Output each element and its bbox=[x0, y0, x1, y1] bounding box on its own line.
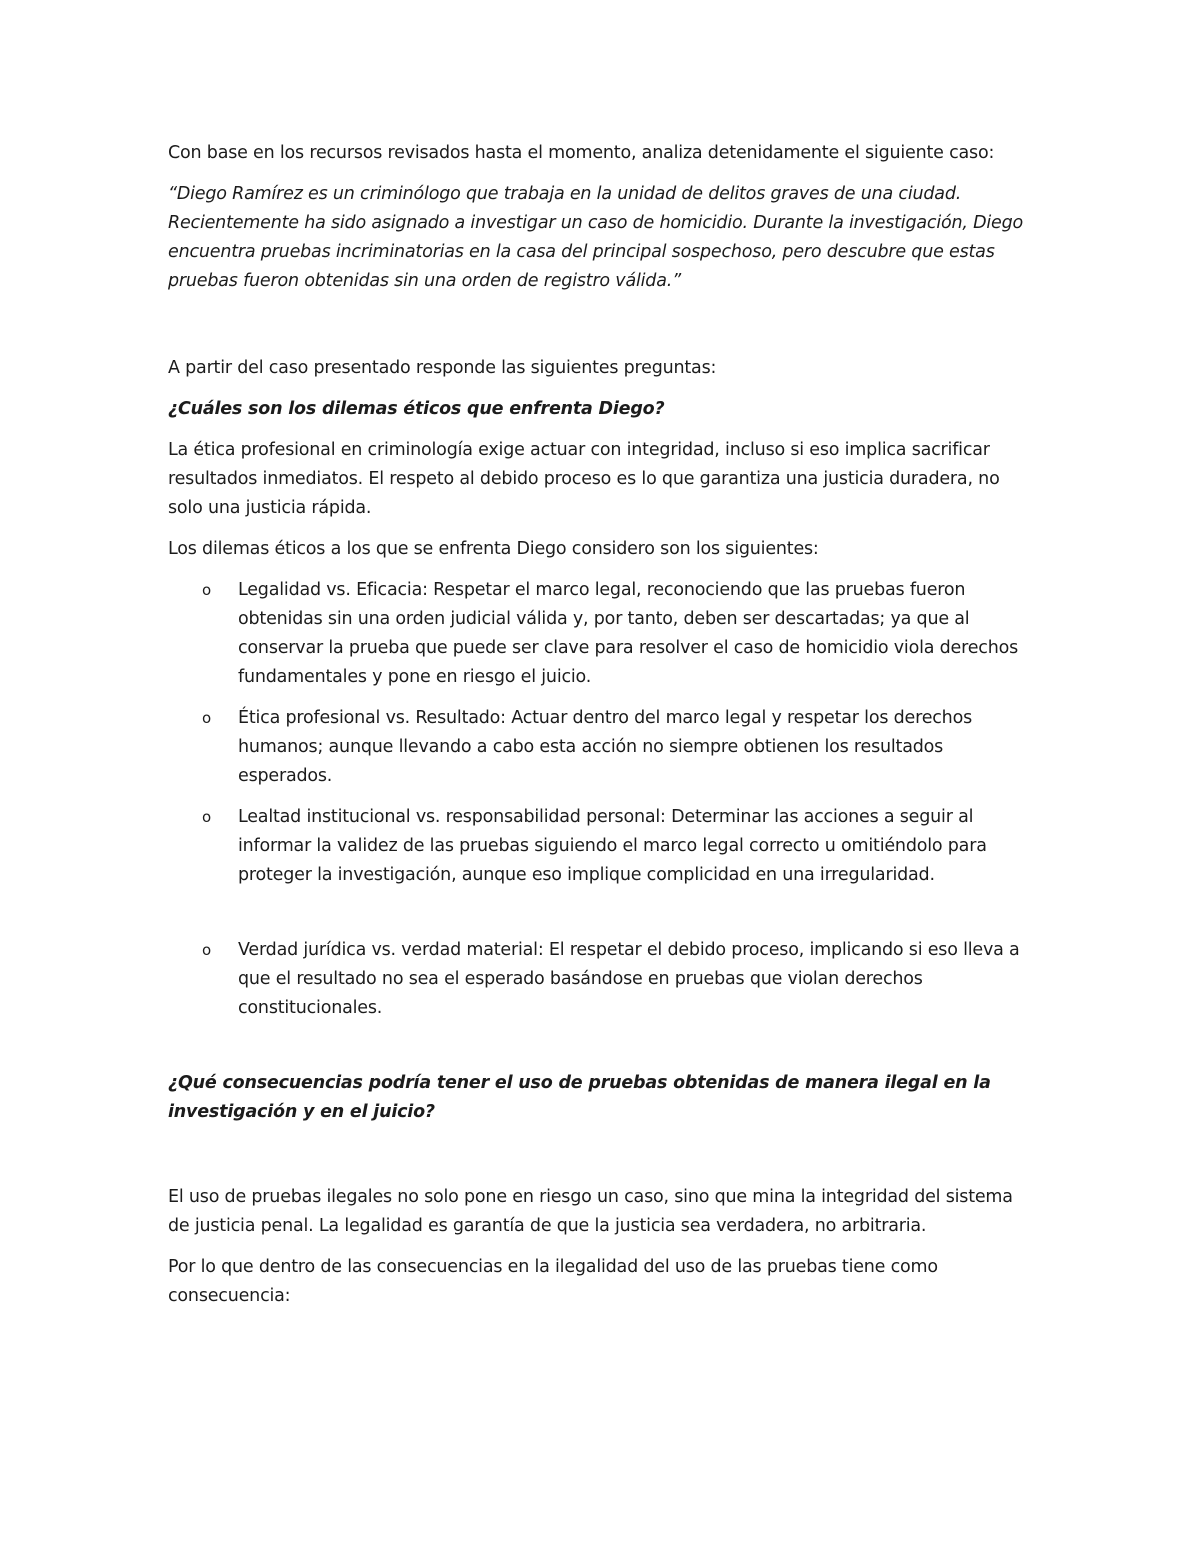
question-ethical-dilemmas: ¿Cuáles son los dilemas éticos que enfrenta Diego? bbox=[168, 399, 665, 419]
question-illegal-evidence-consequences: ¿Qué consecuencias podría tener el uso de pruebas obtenidas de manera ilegal en la investigación y en el juicio? bbox=[168, 1073, 991, 1122]
list-item bbox=[168, 936, 1036, 1023]
dilemma-text: Lealtad institucional vs. responsabilidad personal: Determinar las acciones a seguir al informar la validez de las pruebas siguiendo el marco legal correcto u omitiéndolo para proteger la investigación, aunque eso implique complicidad en una irregularidad. bbox=[238, 807, 987, 885]
bullet-marker: o bbox=[202, 709, 211, 727]
list-item bbox=[168, 576, 1036, 692]
dilemmas-intro: Los dilemas éticos a los que se enfrenta Diego considero son los siguientes: bbox=[168, 539, 819, 559]
list-item bbox=[168, 803, 1036, 890]
case-quote: “Diego Ramírez es un criminólogo que trabaja en la unidad de delitos graves de una ciudad. Recientemente ha sido asignado a investigar un caso de homicidio. Durante la investigación, Diego encuentra pruebas incriminatorias en la casa del principal sospechoso, pero descubre que estas pruebas fueron obtenidas sin una orden de registro válida.” bbox=[168, 184, 1024, 291]
intro-paragraph: Con base en los recursos revisados hasta el momento, analiza detenidamente el siguiente caso: bbox=[168, 143, 995, 163]
dilemma-text: Legalidad vs. Eficacia: Respetar el marco legal, reconociendo que las pruebas fueron obtenidas sin una orden judicial válida y, por tanto, deben ser descartadas; ya que al conservar la prueba que puede ser clave para resolver el caso de homicidio viola derechos fundamentales y pone en riesgo el juicio. bbox=[238, 580, 1019, 687]
consequences-intro: Por lo que dentro de las consecuencias en la ilegalidad del uso de las pruebas tiene como consecuencia: bbox=[168, 1257, 938, 1306]
answer2-paragraph: El uso de pruebas ilegales no solo pone en riesgo un caso, sino que mina la integridad del sistema de justicia penal. La legalidad es garantía de que la justicia sea verdadera, no arbitraria. bbox=[168, 1187, 1013, 1236]
dilemmas-list bbox=[168, 576, 1036, 1023]
dilemma-text: Ética profesional vs. Resultado: Actuar dentro del marco legal y respetar los derechos humanos; aunque llevando a cabo esta acción no siempre obtienen los resultados esperados. bbox=[238, 708, 972, 786]
bullet-marker: o bbox=[202, 808, 211, 826]
bullet-marker: o bbox=[202, 941, 211, 959]
document-page bbox=[168, 139, 1036, 1323]
list-item bbox=[168, 704, 1036, 791]
dilemma-text: Verdad jurídica vs. verdad material: El respetar el debido proceso, implicando si eso lleva a que el resultado no sea el esperado basándose en pruebas que violan derechos constitucionales. bbox=[238, 940, 1020, 1018]
questions-prompt: A partir del caso presentado responde las siguientes preguntas: bbox=[168, 358, 717, 378]
bullet-marker: o bbox=[202, 581, 211, 599]
answer1-paragraph: La ética profesional en criminología exige actuar con integridad, incluso si eso implica sacrificar resultados inmediatos. El respeto al debido proceso es lo que garantiza una justicia duradera, no solo una justicia rápida. bbox=[168, 440, 1000, 518]
